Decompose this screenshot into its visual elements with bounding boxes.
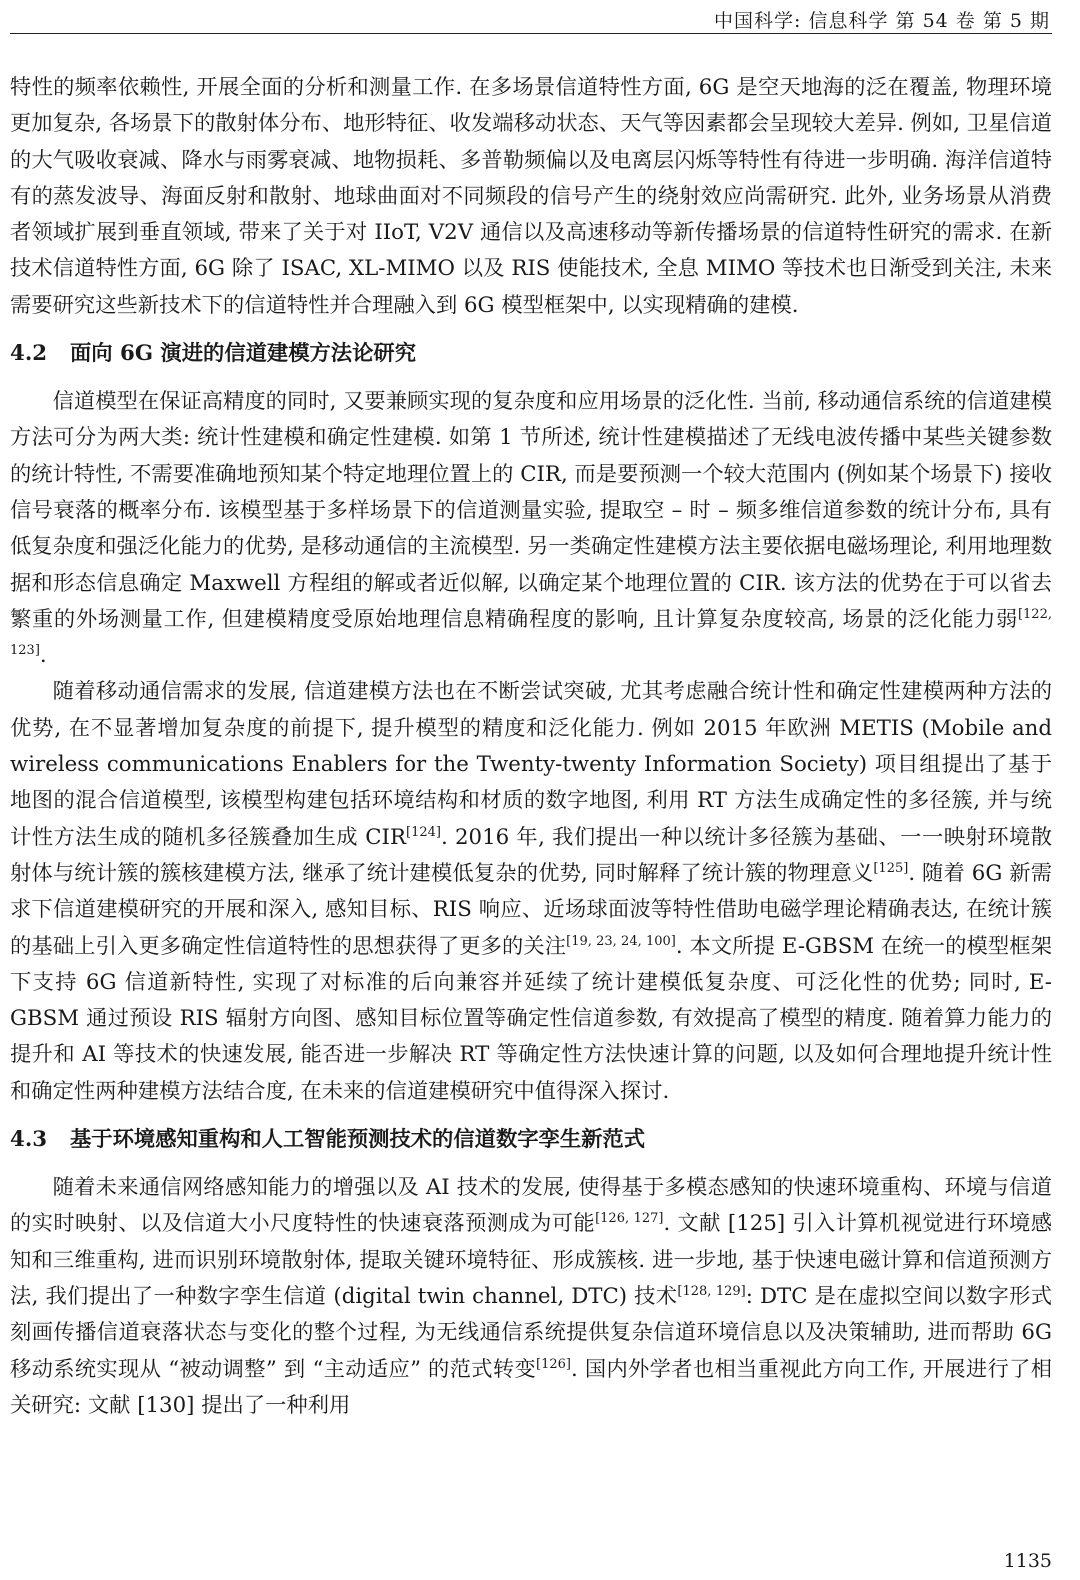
citation: [128, 129] — [677, 1283, 746, 1299]
paragraph-text: . 文献 [125] 引入计算机视觉进行环境感知和三维重构, 进而识别环境散射体, 提取关键环境特征、形成簇核. 进一步地, 基于快速电磁计算和信道预测方法, 我们提出了一种数字孪生信道 (digital twin channel, DTC) 技术 — [10, 1211, 1052, 1309]
page-number: 1135 — [1003, 1550, 1052, 1572]
section-number: 4.3 — [10, 1127, 48, 1153]
section-heading-4-3 — [10, 1122, 1052, 1158]
citation: [126, 127] — [595, 1211, 664, 1227]
page-body — [10, 70, 1052, 1424]
citation: [126] — [536, 1356, 572, 1372]
section-title: 面向 6G 演进的信道建模方法论研究 — [70, 341, 416, 367]
running-head-title: 中国科学: 信息科学 第 54 卷 第 5 期 — [714, 10, 1050, 32]
paragraph-text: . 2016 年, 我们提出一种以统计多径簇为基础、一一映射环境散射体与统计簇的簇核建模方法, 继承了统计建模低复杂的优势, 同时解释了统计簇的物理意义 — [10, 824, 1052, 886]
section-heading-4-2 — [10, 336, 1052, 372]
header-rule — [10, 33, 1052, 34]
paragraph-text: 信道模型在保证高精度的同时, 又要兼顾实现的复杂度和应用场景的泛化性. 当前, 移动通信系统的信道建模方法可分为两大类: 统计性建模和确定性建模. 如第 1 节所述, 统计性建模描述了无线电波传播中某些关键参数的统计特性, 不需要准确地预知某个特定地理位置上的 CIR, 而是要预测一个较大范围内 (例如某个场景下) 接收信号衰落的概率分布. 该模型基于多样场景下的信道测量实验, 提取空 – 时 – 频多维信道参数的统计分布, 具有低复杂度和强泛化能力的优势, 是移动通信的主流模型. 另一类确定性建模方法主要依据电磁场理论, 利用地理数据和形态信息确定 Maxwell 方程组的解或者近似解, 以确定某个地理位置的 CIR. 该方法的优势在于可以省去繁重的外场测量工作, 但建模精度受原始地理信息精确程度的影响, 且计算复杂度较高, 场景的泛化能力弱 — [10, 389, 1052, 632]
citation: [122, 123] — [10, 606, 1052, 659]
citation: [19, 23, 24, 100] — [566, 933, 676, 949]
paragraph-text: : DTC 是在虚拟空间以数字形式刻画传播信道衰落状态与变化的整个过程, 为无线通信系统提供复杂信道环境信息以及决策辅助, 进而帮助 6G 移动系统实现从 “被动调整” 到 “主动适应” 的范式转变 — [10, 1283, 1052, 1382]
paragraph-modeling-methods: 信道模型在保证高精度的同时, 又要兼顾实现的复杂度和应用场景的泛化性. 当前, 移动通信系统的信道建模方法可分为两大类: 统计性建模和确定性建模. 如第 1 节所述, 统计性建模描述了无线电波传播中某些关键参数的统计特性, 不需要准确地预知某个特定地理位置上的 CIR, 而是要预测一个较大范围内 (例如某个场景下) 接收信号衰落的概率分布. 该模型基于多样场景下的信道测量实验, 提取空 – 时 – 频多维信道参数的统计分布, 具有低复杂度和强泛化能力的优势, 是移动通信的主流模型. 另一类确定性建模方法主要依据电磁场理论, 利用地理数据和形态信息确定 Maxwell 方程组的解或者近似解, 以确定某个地理位置的 CIR. 该方法的优势在于可以省去繁重的外场测量工作, 但建模精度受原始地理信息精确程度的影响, 且计算复杂度较高, 场景的泛化能力弱[122, 123]. — [10, 389, 1052, 669]
paragraph-channel-characteristics: 特性的频率依赖性, 开展全面的分析和测量工作. 在多场景信道特性方面, 6G 是空天地海的泛在覆盖, 物理环境更加复杂, 各场景下的散射体分布、地形特征、收发端移动状态、天气等因素都会呈现较大差异. 例如, 卫星信道的大气吸收衰减、降水与雨雾衰减、地物损耗、多普勒频偏以及电离层闪烁等特性有待进一步明确. 海洋信道特有的蒸发波导、海面反射和散射、地球曲面对不同频段的信号产生的绕射效应尚需研究. 此外, 业务场景从消费者领域扩展到垂直领域, 带来了关于对 IIoT, V2V 通信以及高速移动等新传播场景的信道特性研究的需求. 在新技术信道特性方面, 6G 除了 ISAC, XL-MIMO 以及 RIS 使能技术, 全息 MIMO 等技术也日渐受到关注, 未来需要研究这些新技术下的信道特性并合理融入到 6G 模型框架中, 以实现精确的建模. — [10, 75, 1052, 318]
paragraph-text: . 本文所提 E-GBSM 在统一的模型框架下支持 6G 信道新特性, 实现了对标准的后向兼容并延续了统计建模低复杂度、可泛化性的优势; 同时, E-GBSM 通过预设 RIS 辐射方向图、感知目标位置等确定性信道参数, 有效提高了模型的精度. 随着算力能力的提升和 AI 等技术的快速发展, 能否进一步解决 RT 等确定性方法快速计算的问题, 以及如何合理地提升统计性和确定性两种建模方法结合度, 在未来的信道建模研究中值得深入探讨. — [10, 933, 1052, 1104]
section-title: 基于环境感知重构和人工智能预测技术的信道数字孪生新范式 — [70, 1127, 646, 1153]
section-number: 4.2 — [10, 341, 48, 367]
paragraph-text: . 随着 6G 新需求下信道建模研究的开展和深入, 感知目标、RIS 响应、近场球面波等特性借助电磁学理论精确表达, 在统计簇的基础上引入更多确定性信道特性的思想获得了更多的关注 — [10, 860, 1052, 959]
paragraph-text: . 国内外学者也相当重视此方向工作, 开展进行了相关研究: 文献 [130] 提出了一种利用 — [10, 1356, 1052, 1418]
paragraph-hybrid-modeling — [10, 674, 1052, 1110]
paragraph-digital-twin-channel — [10, 1170, 1052, 1424]
paragraph-text: 随着未来通信网络感知能力的增强以及 AI 技术的发展, 使得基于多模态感知的快速环境重构、环境与信道的实时映射、以及信道大小尺度特性的快速衰落预测成为可能 — [10, 1175, 1052, 1237]
citation: [124] — [406, 824, 441, 840]
citation: [125] — [873, 860, 909, 876]
paragraph-text: 随着移动通信需求的发展, 信道建模方法也在不断尝试突破, 尤其考虑融合统计性和确定性建模两种方法的优势, 在不显著增加复杂度的前提下, 提升模型的精度和泛化能力. 例如 2015 年欧洲 METIS (Mobile and wireless communications Enablers for the Twenty-twenty Information Society) 项目组提出了基于地图的混合信道模型, 该模型构建包括环境结构和材质的数字地图, 利用 RT 方法生成确定性的多径簇, 并与统计性方法生成的随机多径簇叠加生成 CIR — [10, 679, 1052, 850]
